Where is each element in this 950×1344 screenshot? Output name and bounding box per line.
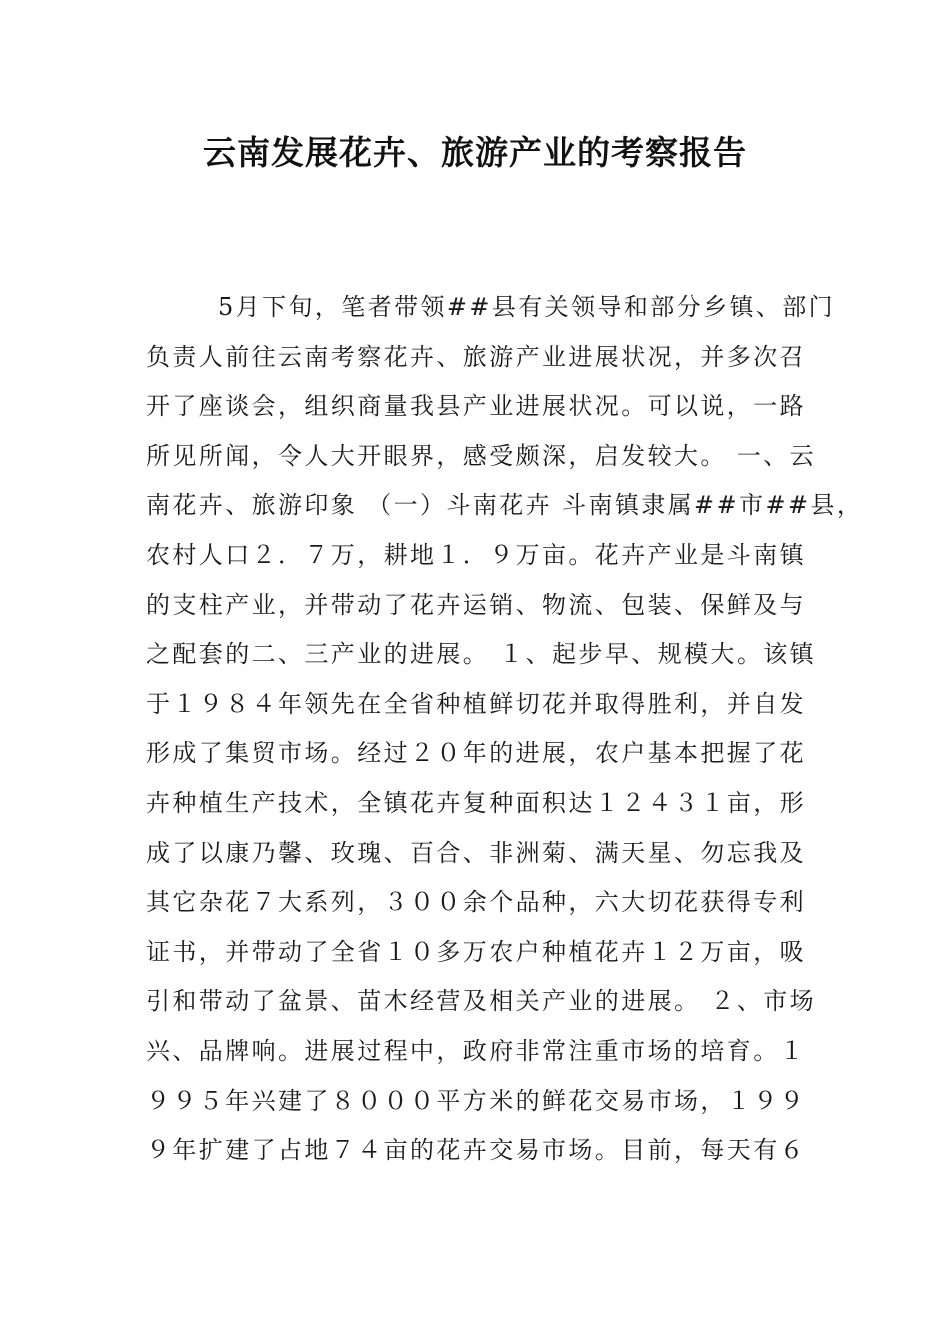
body-line: 兴、品牌响。进展过程中，政府非常注重市场的培育。１ — [146, 1036, 806, 1065]
document-title: 云南发展花卉、旅游产业的考察报告 — [203, 133, 747, 172]
body-line: 5月下旬，笔者带领##县有关领导和部分乡镇、部门 — [218, 293, 836, 321]
body-line: 农村人口２．７万，耕地１．９万亩。花卉产业是斗南镇 — [146, 540, 806, 569]
body-line: 于１９８４年领先在全省种植鲜切花并取得胜利，并自发 — [146, 689, 806, 718]
body-line: 引和带动了盆景、苗木经营及相关产业的进展。 ２、市场 — [146, 987, 817, 1016]
body-line: 开了座谈会，组织商量我县产业进展状况。可以说，一路 — [146, 392, 806, 421]
body-line: ９年扩建了占地７４亩的花卉交易市场。目前，每天有６ — [146, 1136, 806, 1165]
body-line: 的支柱产业，并带动了花卉运销、物流、包装、保鲜及与 — [146, 590, 806, 619]
body-line: ９９５年兴建了８０００平方米的鲜花交易市场，１９９ — [146, 1086, 806, 1115]
body-line: 成了以康乃馨、玫瑰、百合、非洲菊、满天星、勿忘我及 — [146, 838, 806, 867]
body-line: 南花卉、旅游印象 （一）斗南花卉 斗南镇隶属##市##县， — [146, 491, 864, 520]
body-line: 之配套的二、三产业的进展。 １、起步早、规模大。该镇 — [146, 640, 817, 669]
body-line: 证书，并带动了全省１０多万农户种植花卉１２万亩，吸 — [146, 937, 806, 966]
document-body — [146, 283, 864, 1176]
body-line: 负责人前往云南考察花卉、旅游产业进展状况，并多次召 — [146, 342, 806, 371]
body-line: 所见所闻，令人大开眼界，感受颇深，启发较大。 一、云 — [146, 441, 817, 470]
body-line: 形成了集贸市场。经过２０年的进展，农户基本把握了花 — [146, 739, 806, 768]
body-line: 卉种植生产技术，全镇花卉复种面积达１２４３１亩，形 — [146, 788, 806, 817]
body-line: 其它杂花７大系列，３００余个品种，六大切花获得专利 — [146, 888, 806, 917]
